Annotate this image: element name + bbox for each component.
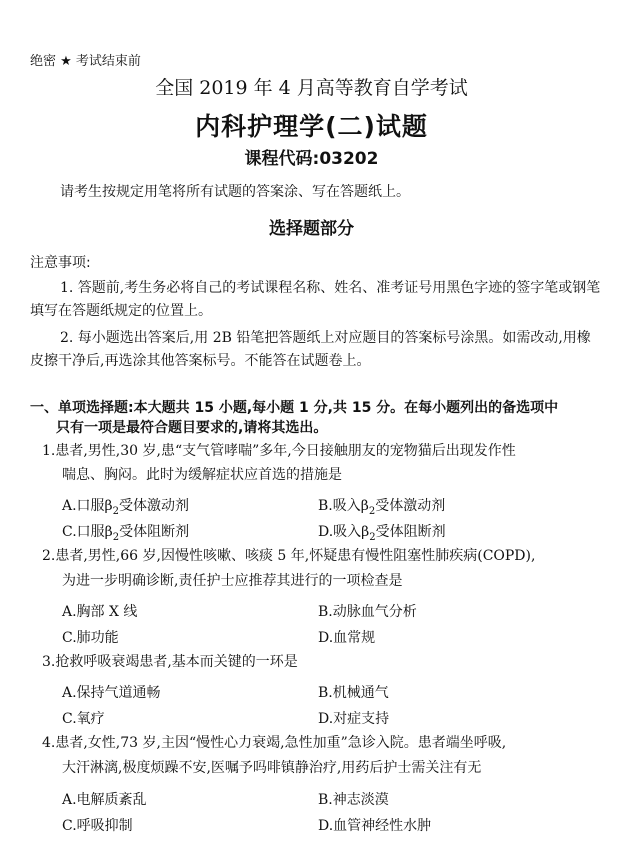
course-code: 课程代码:03202 bbox=[244, 149, 379, 169]
question-4-stem-line-2: 大汗淋漓,极度烦躁不安,医嘱予吗啡镇静治疗,用药后护士需关注有无 bbox=[62, 760, 482, 776]
paper-title: 内科护理学(二)试题 bbox=[195, 112, 428, 141]
question-2-option-d: D.血常规 bbox=[318, 630, 376, 646]
question-3-option-c: C.氧疗 bbox=[62, 711, 105, 727]
question-4-option-b: B.神志淡漠 bbox=[318, 792, 389, 808]
question-3-option-b: B.机械通气 bbox=[318, 685, 389, 701]
question-1-option-d: D.吸入$\beta_2$受体阻断剂 bbox=[318, 524, 446, 543]
note-item-2-line-1: 2. 每小题选出答案后,用 2B 铅笔把答题纸上对应题目的答案标号涂黑。如需改动,用橡 bbox=[60, 330, 591, 346]
part-heading-line-2: 只有一项是最符合题目要求的,请将其选出。 bbox=[56, 420, 328, 436]
note-item-2-line-2: 皮擦干净后,再选涂其他答案标号。不能答在试题卷上。 bbox=[30, 353, 371, 369]
question-4-option-c: C.呼吸抑制 bbox=[62, 818, 133, 834]
question-4-option-a: A.电解质紊乱 bbox=[62, 792, 147, 808]
question-2-option-b: B.动脉血气分析 bbox=[318, 604, 417, 620]
question-1-stem-line-1: 1.患者,男性,30 岁,患“支气管哮喘”多年,今日接触朋友的宠物猫后出现发作性 bbox=[42, 443, 516, 459]
question-3-option-d: D.对症支持 bbox=[318, 711, 390, 727]
question-2-option-c: C.肺功能 bbox=[62, 630, 119, 646]
question-1-stem-line-2: 喘息、胸闷。此时为缓解症状应首选的措施是 bbox=[62, 467, 342, 483]
question-1-option-c: C.口服$\beta_2$受体阻断剂 bbox=[62, 524, 190, 543]
question-1-option-b: B.吸入$\beta_2$受体激动剂 bbox=[318, 498, 446, 517]
question-4-option-d: D.血管神经性水肿 bbox=[318, 818, 432, 834]
question-3-option-a: A.保持气道通畅 bbox=[62, 685, 161, 701]
exam-title: 全国 2019 年 4 月高等教育自学考试 bbox=[155, 77, 468, 99]
notes-title: 注意事项: bbox=[30, 255, 91, 271]
question-2-option-a: A.胸部 X 线 bbox=[62, 604, 138, 620]
note-item-1-line-2: 填写在答题纸规定的位置上。 bbox=[30, 303, 212, 319]
section-heading: 选择题部分 bbox=[269, 219, 354, 239]
question-2-stem-line-1: 2.患者,男性,66 岁,因慢性咳嗽、咳痰 5 年,怀疑患有慢性阻塞性肺疾病(COPD), bbox=[42, 548, 536, 564]
answer-instruction: 请考生按规定用笔将所有试题的答案涂、写在答题纸上。 bbox=[60, 184, 410, 200]
question-4-stem-line-1: 4.患者,女性,73 岁,主因“慢性心力衰竭,急性加重”急诊入院。患者端坐呼吸, bbox=[42, 735, 507, 751]
part-heading-line-1: 一、单项选择题:本大题共 15 小题,每小题 1 分,共 15 分。在每小题列出的备选项中 bbox=[30, 400, 559, 416]
secret-mark: 绝密 ★ 考试结束前 bbox=[30, 54, 141, 69]
question-1-option-a: A.口服$\beta_2$受体激动剂 bbox=[62, 498, 190, 517]
question-3-stem-line-1: 3.抢救呼吸衰竭患者,基本而关键的一环是 bbox=[42, 654, 298, 670]
note-item-1-line-1: 1. 答题前,考生务必将自己的考试课程名称、姓名、准考证号用黑色字迹的签字笔或钢笔 bbox=[60, 280, 601, 296]
question-2-stem-line-2: 为进一步明确诊断,责任护士应推荐其进行的一项检查是 bbox=[62, 573, 403, 589]
